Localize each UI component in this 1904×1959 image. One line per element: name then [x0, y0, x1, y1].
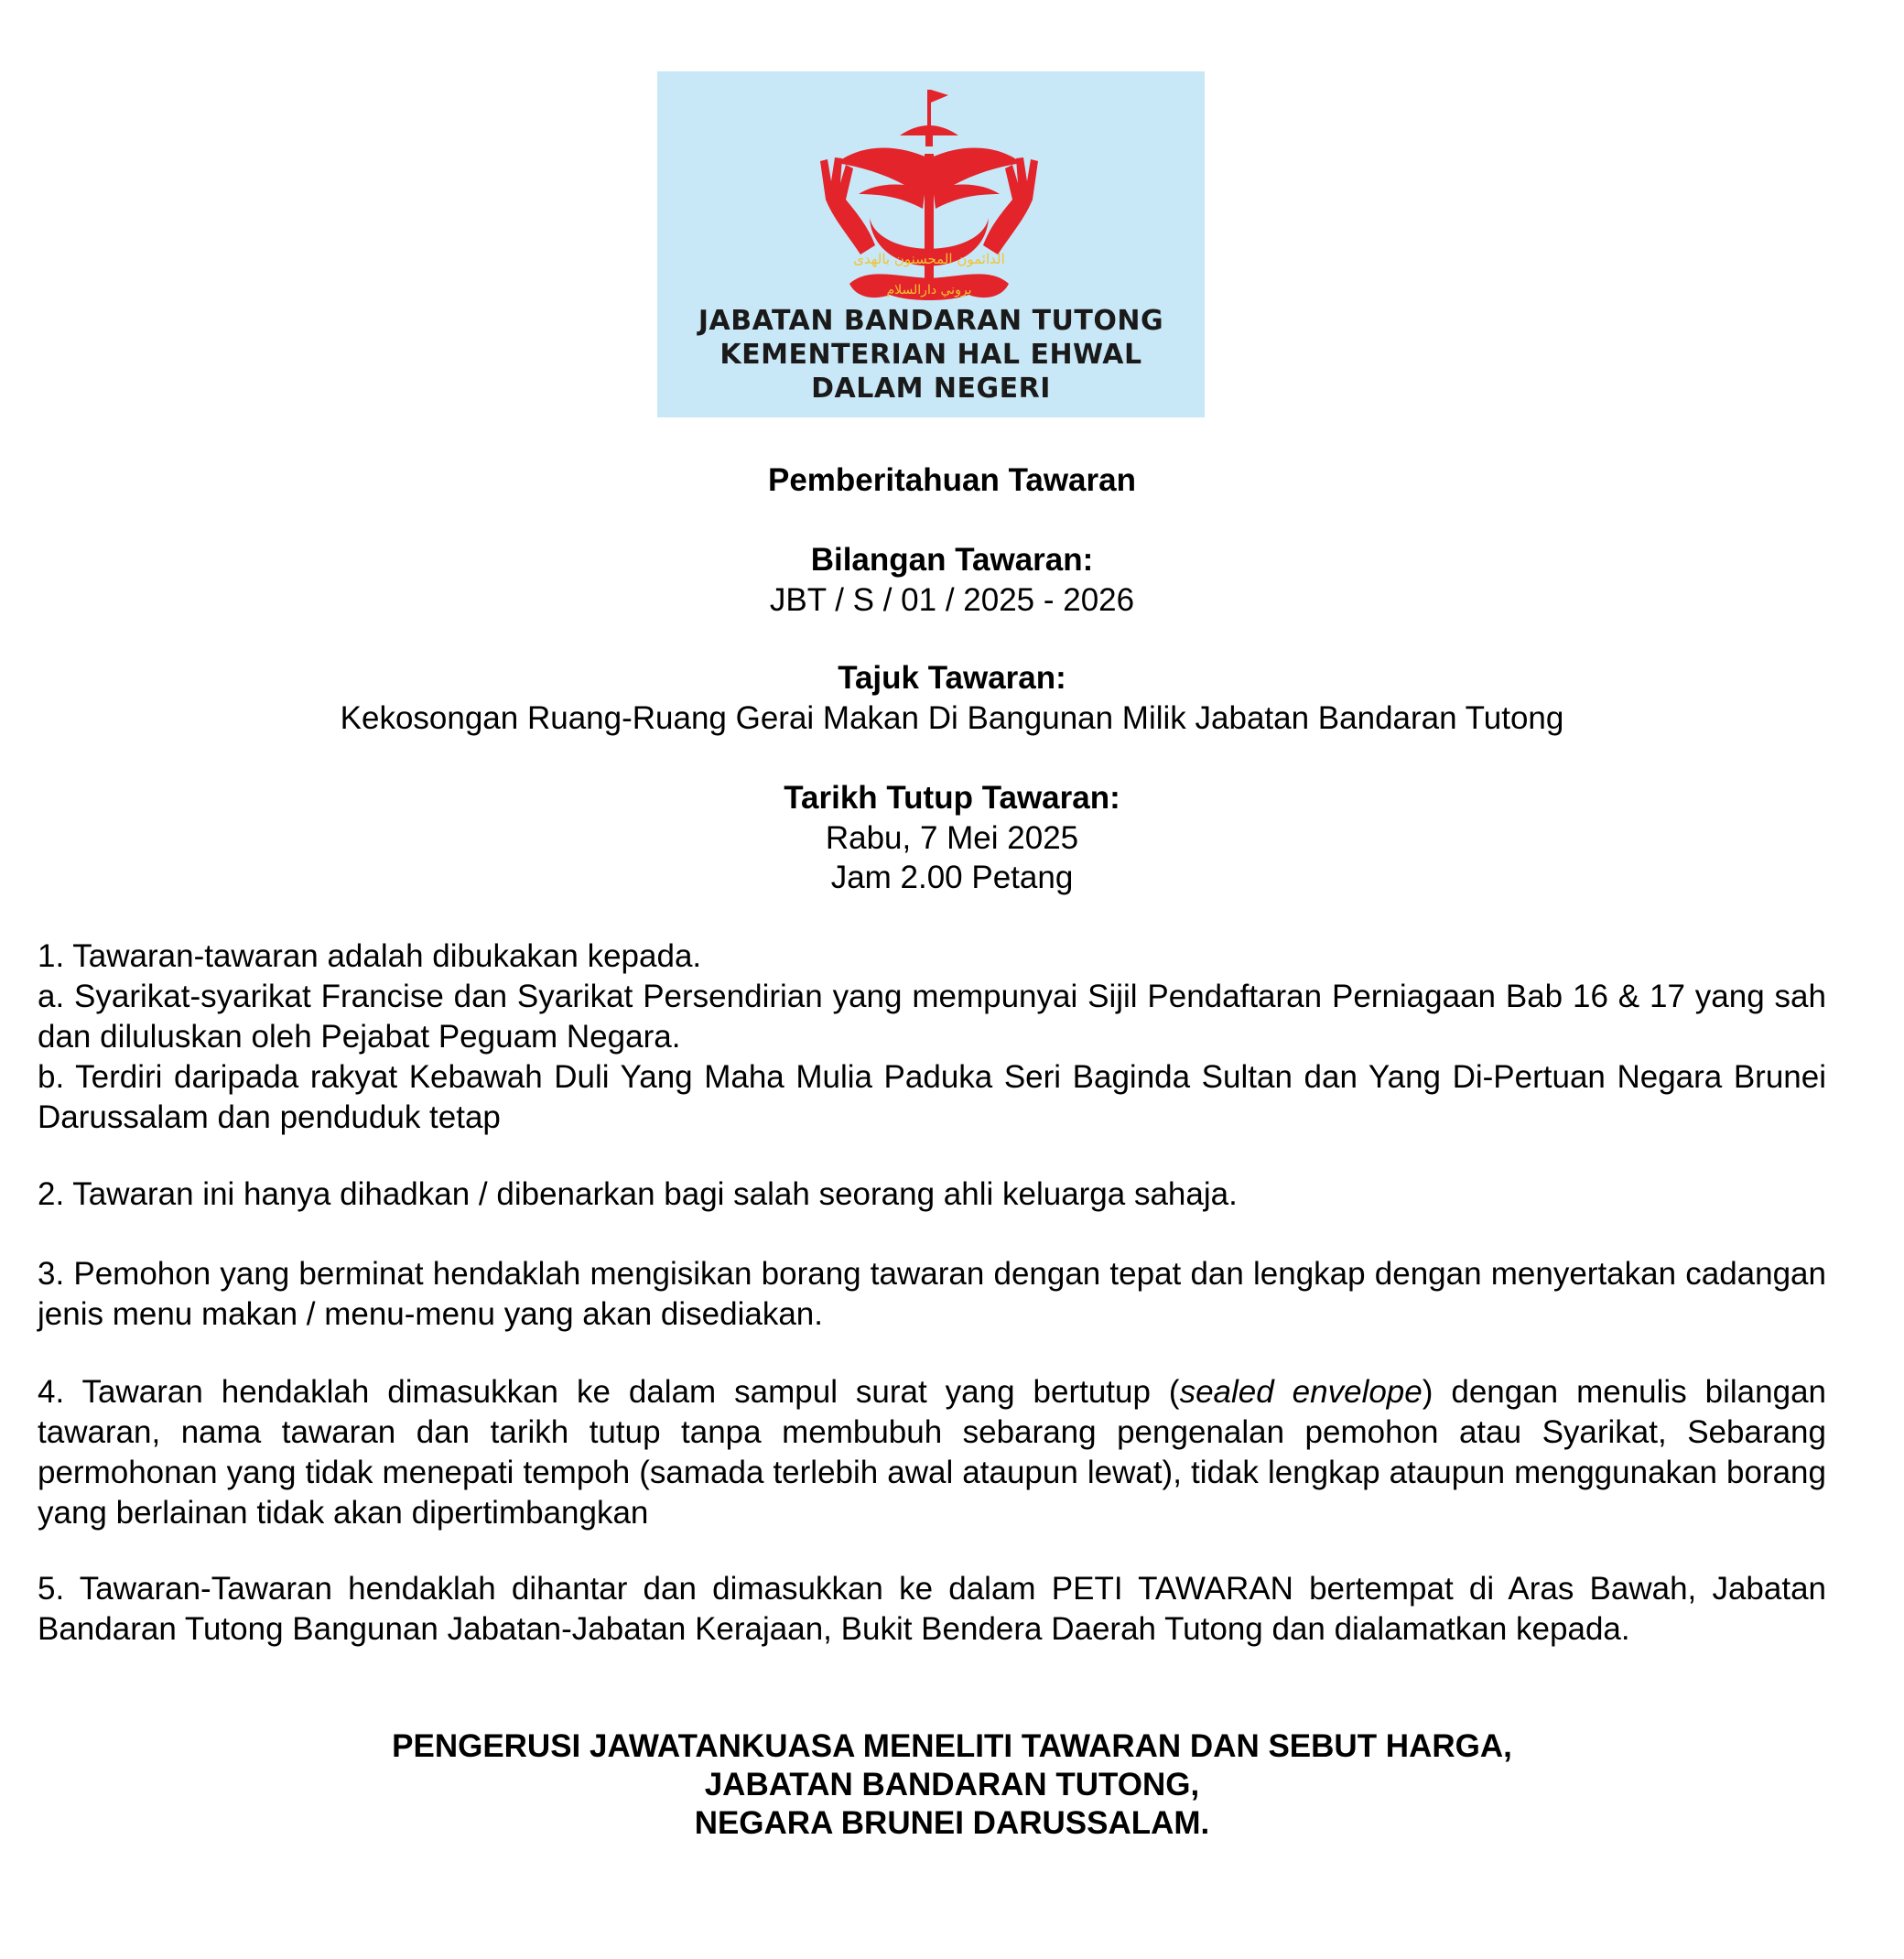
number-value: JBT / S / 01 / 2025 - 2026: [769, 582, 1135, 618]
clause-text: 1. Tawaran-tawaran adalah dibukakan kepada.: [38, 938, 702, 974]
clause-1: [38, 936, 1826, 1138]
subject-label: Tajuk Tawaran:: [838, 660, 1066, 696]
crest-motto-text: بروني دارالسلام: [886, 283, 972, 298]
clause-text: b. Terdiri daripada rakyat Kebawah Duli Yang Maha Mulia Paduka Seri Baginda Sultan dan Yang Di-Pertuan Negara Brunei Darussalam dan penduduk tetap: [38, 1059, 1826, 1135]
clause-text: a. Syarikat-syarikat Francise dan Syarikat Persendirian yang mempunyai Sijil Pendaftaran Perniagaan Bab 16 & 17 yang sah dan diluluskan oleh Pejabat Peguam Negara.: [38, 979, 1826, 1055]
closing-label: Tarikh Tutup Tawaran:: [784, 780, 1120, 816]
clause-3: [38, 1254, 1826, 1335]
org-name-line: KEMENTERIAN HAL EHWAL: [719, 339, 1142, 371]
brunei-crest-icon: [657, 71, 1205, 319]
clause-text-part: ) dengan menulis bilangan tawaran, nama tawaran dan tarikh tutup tanpa membubuh sebarang pengenalan pemohon atau Syarikat, Sebarang permohonan yang tidak menepati tempoh (samada terlebih awal ataupun lewat), tidak lengkap ataupun menggunakan borang yang berlainan tidak akan dipertimbangkan: [38, 1374, 1826, 1531]
clause-text: 5. Tawaran-Tawaran hendaklah dihantar dan dimasukkan ke dalam PETI TAWARAN bertempat di Aras Bawah, Jabatan Bandaran Tutong Bangunan Jabatan-Jabatan Kerajaan, Bukit Bendera Daerah Tutong dan dialamatkan kepada.: [38, 1571, 1826, 1647]
clause-4: [38, 1372, 1826, 1533]
clause-italic-term: sealed envelope: [1179, 1374, 1423, 1410]
clause-text: 2. Tawaran ini hanya dihadkan / dibenarkan bagi salah seorang ahli keluarga sahaja.: [38, 1176, 1238, 1212]
org-name-line: DALAM NEGERI: [811, 373, 1051, 405]
signature-line: PENGERUSI JAWATANKUASA MENELITI TAWARAN DAN SEBUT HARGA,: [392, 1728, 1512, 1764]
signature-line: JABATAN BANDARAN TUTONG,: [704, 1767, 1200, 1802]
clause-text-part: 4. Tawaran hendaklah dimasukkan ke dalam sampul surat yang bertutup (: [38, 1374, 1180, 1410]
clause-text: 3. Pemohon yang berminat hendaklah mengisikan borang tawaran dengan tepat dan lengkap dengan menyertakan cadangan jenis menu makan / menu-menu yang akan disediakan.: [38, 1256, 1826, 1332]
subject-value: Kekosongan Ruang-Ruang Gerai Makan Di Bangunan Milik Jabatan Bandaran Tutong: [340, 700, 1564, 736]
closing-time: Jam 2.00 Petang: [830, 860, 1074, 895]
clause-text: [38, 1372, 1826, 1533]
number-label: Bilangan Tawaran:: [810, 542, 1094, 578]
logo-banner: [657, 71, 1205, 417]
organization-name: [657, 304, 1205, 406]
signature-block: [0, 1727, 1904, 1843]
closing-date: Rabu, 7 Mei 2025: [825, 820, 1079, 856]
notice-title: Pemberitahuan Tawaran: [768, 462, 1136, 498]
crest-motto-text: الدائمون المحسنون بالهدى: [853, 251, 1005, 267]
clause-2: [38, 1174, 1826, 1215]
clause-5: [38, 1569, 1826, 1650]
org-name-line: JABATAN BANDARAN TUTONG: [698, 305, 1164, 337]
signature-line: NEGARA BRUNEI DARUSSALAM.: [694, 1805, 1210, 1841]
